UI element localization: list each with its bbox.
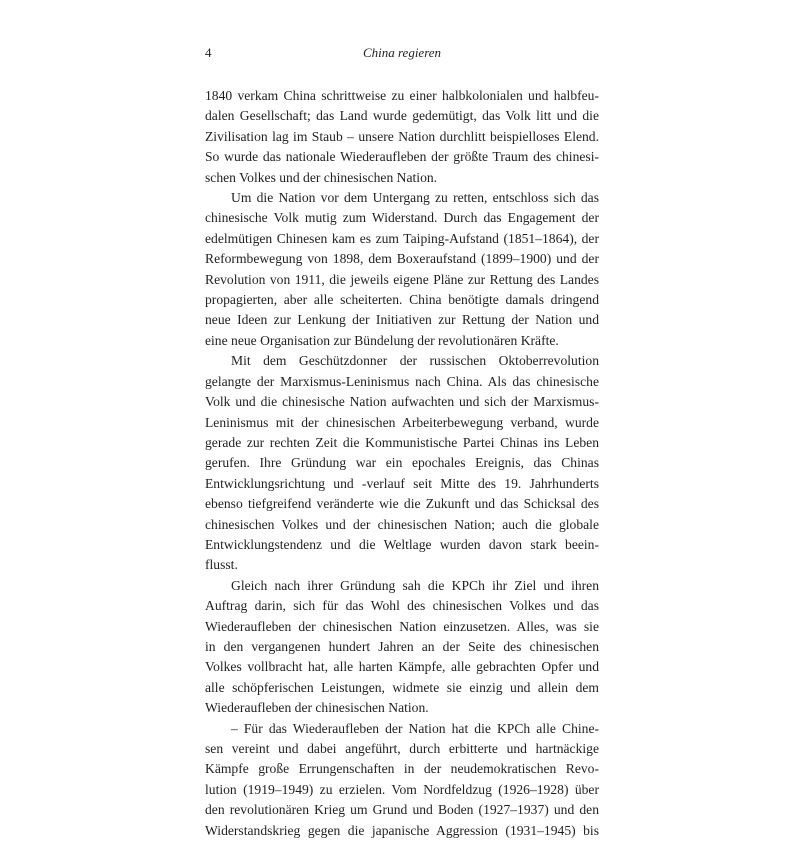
paragraph — [205, 86, 599, 188]
text-line: propagierten, aber alle scheiterten. China benötigte damals dringend — [205, 292, 599, 308]
paragraph — [205, 719, 599, 841]
text-line: chinesische Volk mutig zum Widerstand. Durch das Engagement der — [205, 210, 599, 226]
text-line: Reformbewegung von 1898, dem Boxeraufstand (1899–1900) und der — [205, 251, 599, 267]
page-number: 4 — [205, 45, 212, 60]
paragraph — [205, 576, 599, 719]
body-text — [205, 86, 599, 841]
text-line: Widerstandskrieg gegen die japanische Aggression (1931–1945) bis — [205, 822, 599, 838]
book-page — [205, 42, 599, 841]
text-line: den revolutionären Krieg um Grund und Boden (1927–1937) und den — [205, 802, 599, 818]
text-line: Wiederaufleben der chinesischen Nation einzusetzen. Alles, was sie — [205, 618, 599, 634]
text-line: gerufen. Ihre Gründung war ein epochales Ereignis, das Chinas — [205, 455, 599, 471]
text-line: Mit dem Geschützdonner der russischen Oktoberrevolution — [231, 353, 599, 369]
text-line: Zivilisation lag im Staub – unsere Nation durchlitt beispielloses Elend. — [205, 128, 599, 144]
text-line: chinesischen Volkes und der chinesischen Nation; auch die globale — [205, 516, 599, 532]
text-line: neue Ideen zur Lenkung der Initiativen zur Rettung der Nation und — [205, 312, 599, 328]
text-line: Volkes vollbracht hat, alle harten Kämpfe, alle gebrachten Opfer und — [205, 659, 599, 675]
text-line: Um die Nation vor dem Untergang zu retten, entschloss sich das — [231, 190, 599, 206]
text-line: Gleich nach ihrer Gründung sah die KPCh ihr Ziel und ihren — [231, 577, 599, 593]
text-line: Volk und die chinesische Nation aufwachten und sich der Marxismus- — [205, 394, 599, 410]
text-line: flusst. — [205, 557, 238, 573]
text-line: Wiederaufleben der chinesischen Nation. — [205, 700, 429, 716]
text-line: lution (1919–1949) zu erzielen. Vom Nordfeldzug (1926–1928) über — [205, 781, 599, 797]
text-line: dalen Gesellschaft; das Land wurde gedemütigt, das Volk litt und die — [205, 108, 599, 124]
text-line: Kämpfe große Errungenschaften in der neudemokratischen Revo- — [205, 761, 599, 777]
text-line: – Für das Wiederaufleben der Nation hat die KPCh alle Chine- — [231, 720, 599, 736]
text-line: Auftrag darin, sich für das Wohl des chinesischen Volkes und das — [205, 598, 599, 614]
text-line: edelmütigen Chinesen kam es zum Taiping-Aufstand (1851–1864), der — [205, 230, 599, 246]
text-line: alle schöpferischen Leistungen, widmete sie einzig und allein dem — [205, 679, 599, 695]
text-line: ebenso tiefgreifend veränderte wie die Zukunft und das Schicksal des — [205, 496, 599, 512]
text-line: in den vergangenen hundert Jahren an der Seite des chinesischen — [205, 638, 599, 654]
text-line: Revolution von 1911, die jeweils eigene Pläne zur Rettung des Landes — [205, 271, 599, 287]
text-line: gerade zur rechten Zeit die Kommunistische Partei Chinas ins Leben — [205, 434, 599, 450]
text-line: 1840 verkam China schrittweise zu einer halbkolonialen und halbfeu- — [205, 88, 599, 103]
text-line: sen vereint und dabei angeführt, durch erbitterte und hartnäckige — [205, 741, 599, 756]
text-line: So wurde das nationale Wiederaufleben der größte Traum des chinesi- — [205, 149, 599, 165]
paragraph — [205, 188, 599, 351]
text-line: Entwicklungstendenz und die Weltlage wurden davon stark beein- — [205, 536, 599, 552]
running-title: China regieren — [362, 45, 442, 60]
text-line: Entwicklungsrichtung und -verlauf seit Mitte des 19. Jahrhunderts — [205, 475, 599, 491]
paragraph — [205, 351, 599, 575]
text-line: Leninismus mit der chinesischen Arbeiterbewegung verband, wurde — [205, 414, 599, 430]
running-head — [205, 42, 599, 64]
text-line: schen Volkes und der chinesischen Nation. — [205, 169, 438, 185]
text-line: gelangte der Marxismus-Leninismus nach China. Als das chinesische — [205, 373, 599, 389]
text-line: eine neue Organisation zur Bündelung der revolutionären Kräfte. — [205, 332, 559, 348]
